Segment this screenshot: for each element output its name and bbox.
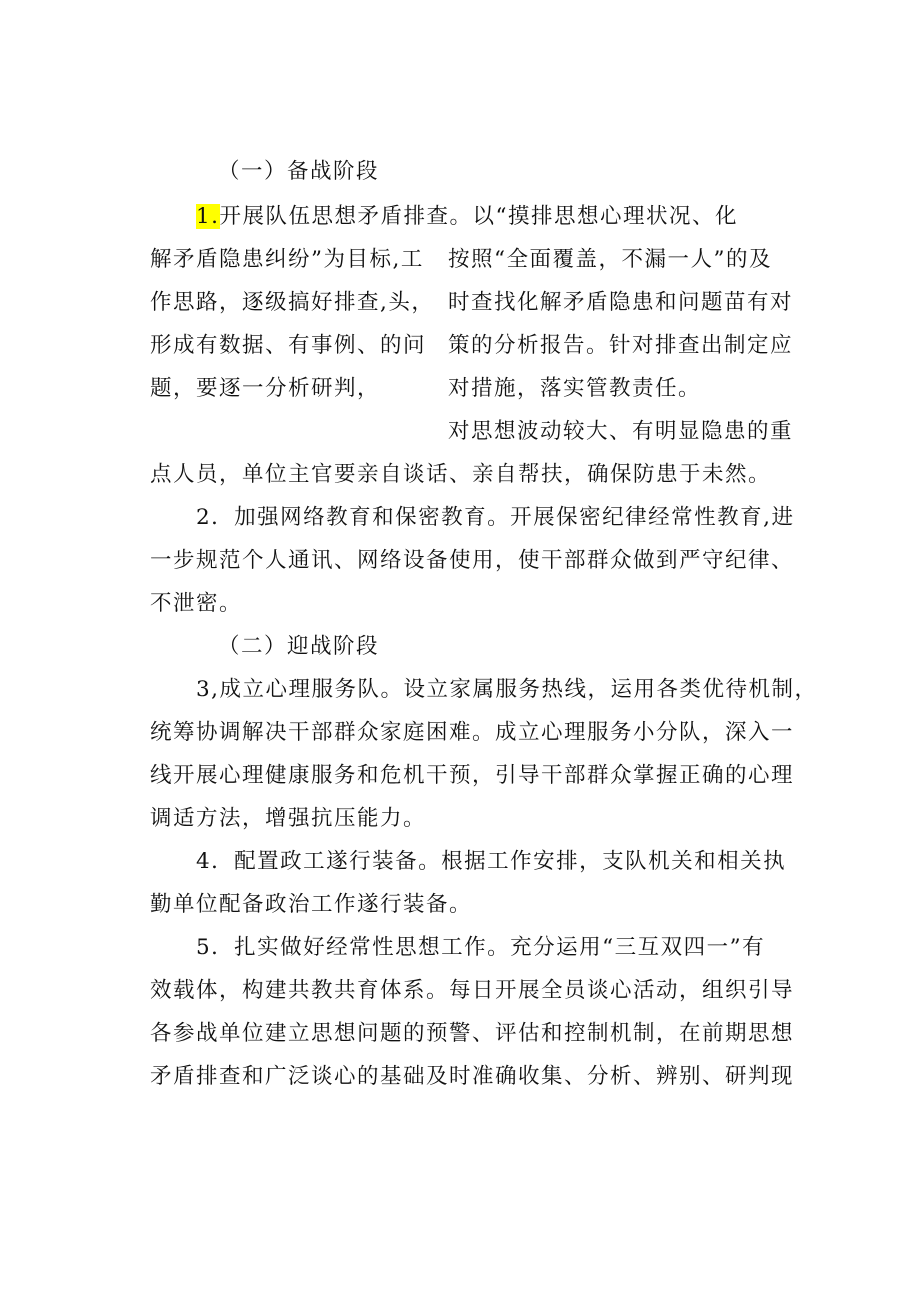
item-1-right-line-3: 策的分析报告。针对排查出制定应 bbox=[448, 333, 794, 358]
item-1-right-line-5: 对思想波动较大、有明显隐患的重 bbox=[448, 419, 794, 444]
item-1-right-line-4: 对措施，落实管教责任。 bbox=[448, 376, 702, 401]
item-3-line-1: 3,成立心理服务队。设立家属服务热线，运用各类优待机制， bbox=[196, 677, 818, 702]
item-5-line-1: 5．扎实做好经常性思想工作。充分运用“三互双四一”有 bbox=[196, 935, 766, 960]
item-1-left-line-1: 解矛盾隐患纠纷”为目标,工 bbox=[150, 247, 424, 272]
item-5-line-4: 矛盾排查和广泛谈心的基础及时准确收集、分析、辨别、研判现 bbox=[150, 1064, 795, 1089]
item-1-first-line bbox=[196, 204, 738, 230]
item-3-line-4: 调适方法，增强抗压能力。 bbox=[150, 806, 427, 831]
item-4-line-1: 4．配置政工遂行装备。根据工作安排，支队机关和相关执 bbox=[196, 849, 787, 874]
item-5-line-3: 各参战单位建立思想问题的预警、评估和控制机制，在前期思想 bbox=[150, 1021, 795, 1046]
item-2-line-2: 一步规范个人通讯、网络设备使用，使干部群众做到严守纪律、 bbox=[150, 548, 795, 573]
item-1-right-line-1: 按照“全面覆盖，不漏一人”的及 bbox=[448, 247, 772, 272]
item-3-line-3: 线开展心理健康服务和危机干预，引导干部群众掌握正确的心理 bbox=[150, 763, 795, 788]
item-5-line-2: 效载体，构建共教共育体系。每日开展全员谈心活动，组织引导 bbox=[150, 978, 795, 1003]
item-2-line-1: 2．加强网络教育和保密教育。开展保密纪律经常性教育,进 bbox=[196, 505, 795, 530]
item-1-right-line-2: 时查找化解矛盾隐患和问题苗有对 bbox=[448, 290, 794, 315]
item-2-line-3: 不泄密。 bbox=[150, 591, 243, 616]
item-1-left-line-2: 作思路，逐级搞好排查,头， bbox=[150, 290, 435, 315]
section-heading-2: （二）迎战阶段 bbox=[218, 634, 380, 659]
item-1-line-1-text: 开展队伍思想矛盾排查。以“摸排思想心理状况、化 bbox=[219, 204, 739, 229]
item-3-line-2: 统筹协调解决干部群众家庭困难。成立心理服务小分队，深入一 bbox=[150, 720, 795, 745]
item-1-left-line-4: 题，要逐一分析研判， bbox=[150, 376, 381, 401]
item-1-left-line-3: 形成有数据、有事例、的问 bbox=[150, 333, 427, 358]
item-1-last-line: 点人员，单位主官要亲自谈话、亲自帮扶，确保防患于未然。 bbox=[150, 462, 772, 487]
item-1-number-highlight: 1. bbox=[196, 204, 220, 229]
item-4-line-2: 勤单位配备政治工作遂行装备。 bbox=[150, 892, 473, 917]
section-heading-1: （一）备战阶段 bbox=[218, 159, 380, 184]
